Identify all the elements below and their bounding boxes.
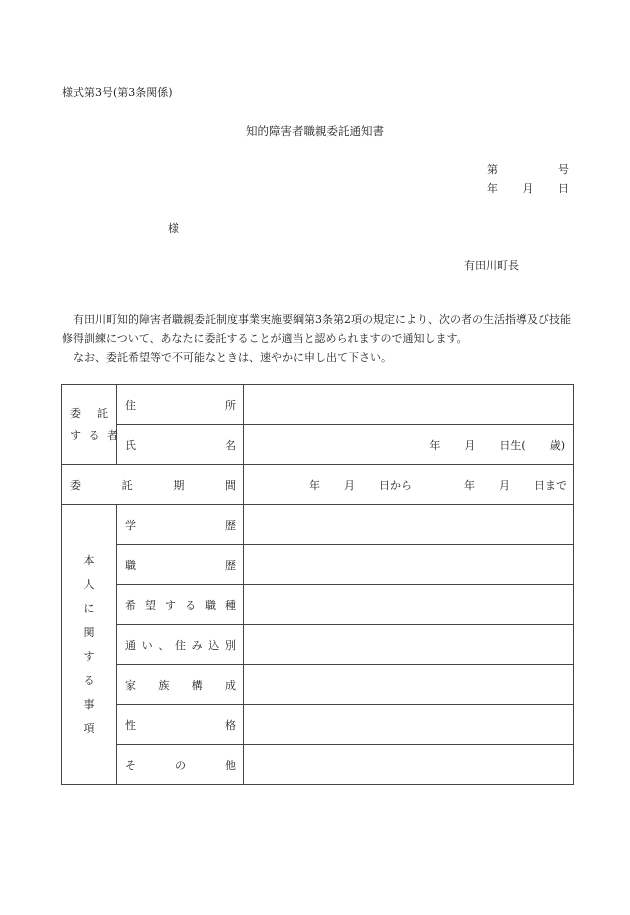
doc-number-prefix: 第: [487, 163, 498, 176]
address-label: [117, 385, 244, 425]
table-row: [62, 705, 574, 745]
consignor-char: る: [88, 428, 100, 442]
doc-number-suffix: 号: [558, 163, 569, 176]
label-char: 歴: [225, 518, 236, 532]
consignor-char: 者: [107, 428, 118, 442]
label-char: 住: [174, 638, 186, 652]
item-field[interactable]: [244, 545, 574, 585]
label-char: 託: [121, 478, 133, 492]
personal-label-char: に: [83, 601, 95, 615]
label-char: 家: [125, 678, 136, 692]
item-label: [117, 625, 244, 665]
issuer: 有田川町長: [464, 259, 519, 272]
label-char: そ: [125, 758, 136, 772]
body-paragraph-1: 有田川町知的障害者職親委託制度事業実施要綱第3条第2項の規定により、次の者の生活指導及び技能修得訓練について、あなたに委託することが適当と認められますので通知します。: [62, 313, 571, 345]
document-title: 知的障害者職親委託通知書: [246, 124, 384, 138]
label-char: 成: [224, 678, 236, 692]
period-start-day: 日から: [379, 478, 412, 492]
label-char: 格: [225, 718, 236, 732]
date-month: 月: [522, 182, 534, 195]
label-char: 望: [145, 598, 156, 612]
label-char: 族: [158, 678, 170, 692]
label-char: 氏: [125, 438, 136, 452]
label-char: 職: [125, 558, 136, 572]
item-field[interactable]: [244, 585, 574, 625]
table-row: [62, 465, 574, 505]
personal-label-char: 本: [83, 553, 95, 567]
label-char: 住: [125, 398, 136, 412]
form-number: 様式第3号(第3条関係): [62, 86, 173, 99]
item-label: [117, 745, 244, 785]
dob-year: 年: [429, 438, 441, 452]
period-label: [62, 465, 244, 505]
label-char: 間: [224, 478, 236, 492]
personal-label-char: 関: [83, 625, 95, 639]
personal-label-char: 人: [83, 577, 95, 591]
date-year: 年: [487, 182, 498, 195]
label-char: 学: [125, 518, 136, 532]
item-field[interactable]: [244, 705, 574, 745]
period-end-day: 日まで: [534, 478, 567, 492]
period-field[interactable]: [244, 465, 574, 505]
consignor-char: 託: [97, 406, 108, 420]
consignor-label: [62, 385, 117, 465]
label-char: 性: [125, 718, 136, 732]
label-char: 、: [158, 638, 170, 652]
personal-label-char: る: [83, 673, 95, 687]
period-end-year: 年: [464, 478, 475, 492]
label-char: 名: [225, 438, 236, 452]
item-field[interactable]: [244, 505, 574, 545]
table-row: [62, 665, 574, 705]
period-start-year: 年: [309, 478, 320, 492]
document-number: [487, 161, 569, 177]
label-char: 歴: [225, 558, 236, 572]
personal-label-char: す: [83, 649, 95, 663]
body-paragraph-2: なお、委託希望等で不可能なときは、速やかに申し出て下さい。: [73, 351, 392, 364]
label-char: 希: [125, 598, 136, 612]
label-char: い: [141, 638, 153, 652]
address-field[interactable]: [244, 385, 574, 425]
label-char: る: [185, 598, 196, 612]
table-row: [62, 585, 574, 625]
name-dob-field[interactable]: [244, 425, 574, 465]
recipient-honorific: 様: [168, 222, 179, 235]
personal-label-char: 項: [83, 721, 95, 735]
label-char: 他: [225, 758, 236, 772]
label-char: み: [191, 638, 203, 652]
consignment-table: [61, 384, 574, 785]
dob-month: 月: [464, 438, 476, 452]
label-char: 込: [208, 638, 220, 652]
personal-label-char: 事: [83, 697, 95, 711]
item-field[interactable]: [244, 745, 574, 785]
date-day: 日: [558, 182, 569, 195]
table-row: [62, 745, 574, 785]
label-char: の: [175, 758, 186, 772]
label-char: 別: [224, 638, 236, 652]
item-label: [117, 545, 244, 585]
label-char: 通: [125, 638, 136, 652]
personal-matters-label: [62, 505, 117, 785]
table-row: [62, 385, 574, 425]
consignor-char: す: [70, 428, 81, 442]
label-char: 職: [205, 598, 216, 612]
item-field[interactable]: [244, 625, 574, 665]
table-row: [62, 545, 574, 585]
item-label: [117, 505, 244, 545]
item-label: [117, 665, 244, 705]
document-date: [487, 180, 569, 196]
item-field[interactable]: [244, 665, 574, 705]
label-char: 委: [70, 478, 81, 492]
body-text: [62, 310, 576, 367]
consignor-char: 委: [70, 406, 81, 420]
period-end-month: 月: [499, 478, 510, 492]
table-row: [62, 625, 574, 665]
dob-day: 日生(: [499, 438, 526, 452]
label-char: 種: [225, 598, 236, 612]
item-label: [117, 585, 244, 625]
label-char: 構: [191, 678, 203, 692]
label-char: 期: [173, 478, 185, 492]
table-row: [62, 425, 574, 465]
item-label: [117, 705, 244, 745]
period-start-month: 月: [344, 478, 355, 492]
label-char: 所: [225, 398, 236, 412]
name-label: [117, 425, 244, 465]
label-char: す: [165, 598, 176, 612]
dob-age: 歳): [549, 438, 565, 452]
table-row: [62, 505, 574, 545]
